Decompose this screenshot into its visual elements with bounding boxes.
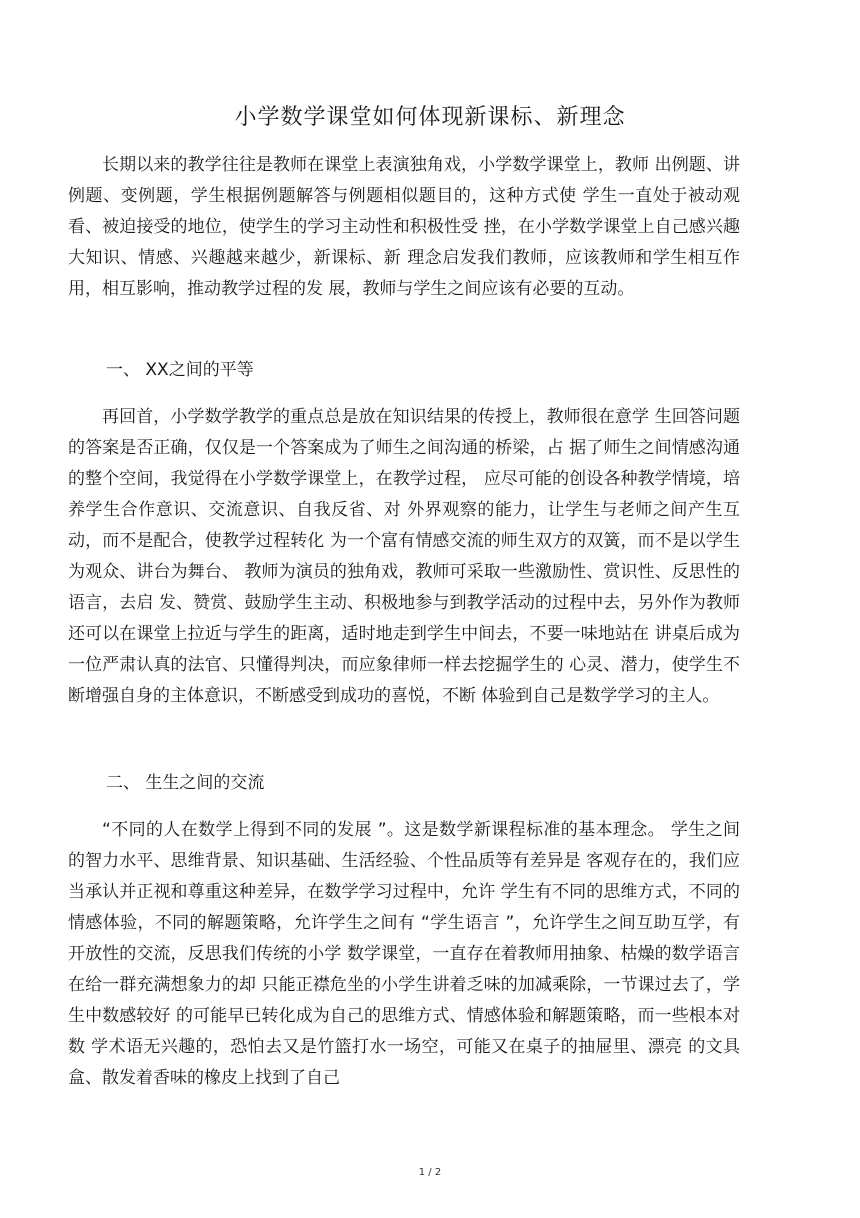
section-heading-2: 二、 生生之间的交流 bbox=[106, 773, 265, 793]
paragraph-section-2: “不同的人在数学上得到不同的发展 ”。这是数学新课程标准的基本理念。 学生之间的智力水平、思维背景、知识基础、生活经验、个性品质等有差异是 客观存在的，我们应当承认并正视和尊重这种差异，在数学学习过程中，允许 学生有不同的思维方式，不同的情感体验，不同的解题策略，允许学生之间有 “学生语言 ”，允许学生之间互助互学，有开放性的交流，反思我们传统的小学 数学课堂，一直存在着教师用抽象、枯燥的数学语言在给一群充满想象力的却 只能正襟危坐的小学生讲着乏味的加减乘除，一节课过去了，学生中数感较好 的可能早已转化成为自己的思维方式、情感体验和解题策略，而一些根本对数 学术语无兴趣的，恐怕去又是竹篮打水一场空，可能又在桌子的抽屉里、漂亮 的文具盒、散发着香味的橡皮上找到了自己 bbox=[68, 820, 740, 1088]
paragraph-intro: 长期以来的教学往往是教师在课堂上表演独角戏，小学数学课堂上，教师 出例题、讲例题、变例题，学生根据例题解答与例题相似题目的，这种方式使 学生一直处于被动观看、被迫接受的地位，使学生的学习主动性和积极性受 挫，在小学数学课堂上自己感兴趣大知识、情感、兴趣越来越少，新课标、新 理念启发我们教师，应该教师和学生相互作用，相互影响，推动教学过程的发 展，教师与学生之间应该有必要的互动。 bbox=[68, 155, 740, 299]
document-title: 小学数学课堂如何体现新课标、新理念 bbox=[234, 105, 626, 130]
section-heading-1: 一、 XX之间的平等 bbox=[106, 360, 254, 380]
paragraph-section-1: 再回首，小学数学教学的重点总是放在知识结果的传授上，教师很在意学 生回答问题的答案是否正确，仅仅是一个答案成为了师生之间沟通的桥梁，占 据了师生之间情感沟通的整个空间，我觉得在小学数学课堂上，在教学过程， 应尽可能的创设各种教学情境，培养学生合作意识、交流意识、自我反省、对 外界观察的能力，让学生与老师之间产生互动，而不是配合，使教学过程转化 为一个富有情感交流的师生双方的双簧，而不是以学生为观众、讲台为舞台、 教师为演员的独角戏，教师可采取一些激励性、赏识性、反思性的语言，去启 发、赞赏、鼓励学生主动、积极地参与到教学活动的过程中去，另外作为教师 还可以在课堂上拉近与学生的距离，适时地走到学生中间去，不要一味地站在 讲桌后成为一位严肃认真的法官、只懂得判决，而应象律师一样去挖掘学生的 心灵、潜力，使学生不断增强自身的主体意识，不断感受到成功的喜悦，不断 体验到自己是数学学习的主人。 bbox=[68, 407, 740, 706]
page-number: 1 / 2 bbox=[418, 1167, 442, 1178]
